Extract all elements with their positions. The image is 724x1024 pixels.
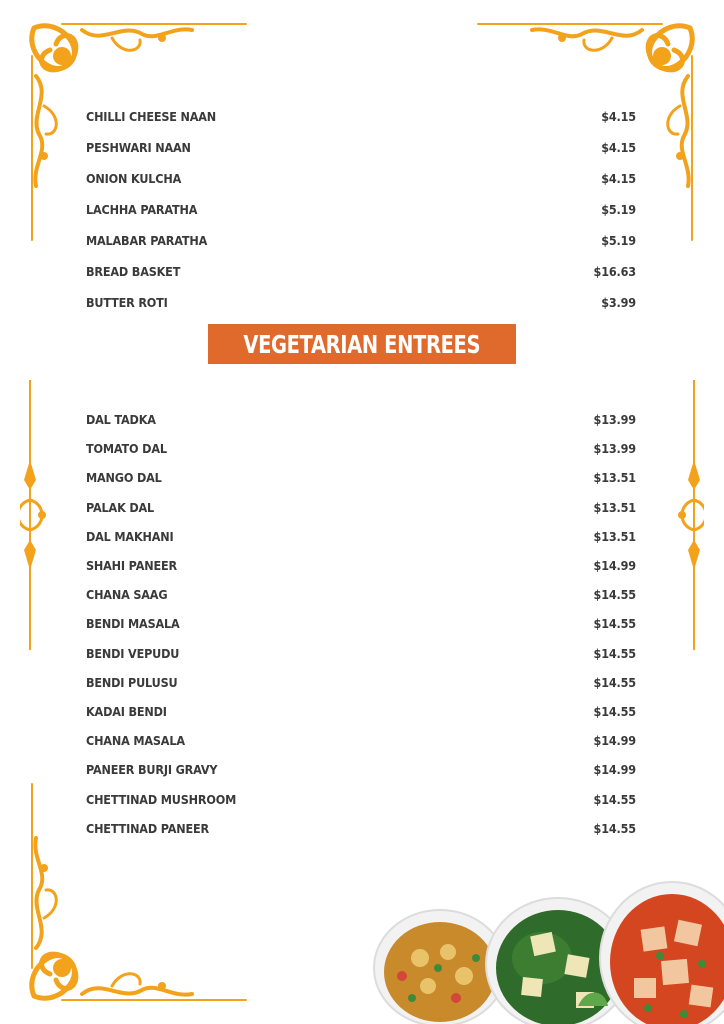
- bowl-right: [600, 882, 724, 1024]
- item-price: $16.63: [593, 264, 636, 279]
- menu-item: [86, 287, 636, 318]
- menu-item: [86, 755, 636, 784]
- item-price: $3.99: [601, 295, 636, 310]
- item-price: $13.99: [593, 441, 636, 457]
- menu-item: [86, 163, 636, 194]
- menu-item: [86, 493, 636, 522]
- menu-item: [86, 132, 636, 163]
- menu-item: [86, 194, 636, 225]
- item-name: CHETTINAD PANEER: [86, 820, 210, 836]
- section-title-banner: [208, 324, 516, 364]
- menu-item: [86, 580, 636, 609]
- item-price: $5.19: [601, 233, 636, 248]
- vegetarian-menu-list: [86, 405, 638, 843]
- item-name: CHANA SAAG: [86, 587, 168, 603]
- item-price: $14.99: [593, 762, 636, 778]
- item-name: TOMATO DAL: [86, 441, 167, 457]
- menu-item: [86, 697, 636, 726]
- menu-item: [86, 814, 636, 843]
- item-price: $13.99: [593, 412, 636, 428]
- food-bowls-image: [372, 868, 724, 1024]
- item-price: $13.51: [593, 528, 636, 544]
- menu-item: [86, 639, 636, 668]
- item-name: CHETTINAD MUSHROOM: [86, 791, 237, 807]
- item-name: SHAHI PANEER: [86, 558, 177, 574]
- item-name: BENDI VEPUDU: [86, 645, 180, 661]
- item-name: LACHHA PARATHA: [86, 202, 198, 217]
- menu-item: [86, 668, 636, 697]
- menu-item: [86, 405, 636, 434]
- item-name: PANEER BURJI GRAVY: [86, 762, 218, 778]
- item-name: CHANA MASALA: [86, 733, 185, 749]
- item-name: MANGO DAL: [86, 470, 162, 486]
- menu-item: [86, 784, 636, 813]
- menu-item: [86, 434, 636, 463]
- item-price: $14.55: [593, 703, 636, 719]
- menu-item: [86, 101, 636, 132]
- breads-menu-list: [86, 101, 638, 318]
- item-name: CHILLI CHEESE NAAN: [86, 109, 217, 124]
- item-price: $5.19: [601, 202, 636, 217]
- item-name: DAL TADKA: [86, 412, 156, 428]
- side-ornament-right: [670, 380, 704, 650]
- item-price: $14.55: [593, 616, 636, 632]
- menu-item: [86, 726, 636, 755]
- menu-item: [86, 225, 636, 256]
- menu-item: [86, 609, 636, 638]
- item-price: $14.55: [593, 674, 636, 690]
- item-name: PALAK DAL: [86, 499, 155, 515]
- item-price: $4.15: [601, 109, 636, 124]
- item-price: $13.51: [593, 470, 636, 486]
- item-price: $14.99: [593, 558, 636, 574]
- item-name: BENDI MASALA: [86, 616, 180, 632]
- item-name: BREAD BASKET: [86, 264, 181, 279]
- item-name: BUTTER ROTI: [86, 295, 168, 310]
- menu-item: [86, 522, 636, 551]
- menu-item: [86, 463, 636, 492]
- item-price: $4.15: [601, 171, 636, 186]
- item-price: $14.55: [593, 645, 636, 661]
- item-price: $14.55: [593, 587, 636, 603]
- item-price: $14.55: [593, 791, 636, 807]
- item-price: $13.51: [593, 499, 636, 515]
- item-name: DAL MAKHANI: [86, 528, 174, 544]
- item-price: $4.15: [601, 140, 636, 155]
- item-price: $14.99: [593, 733, 636, 749]
- side-ornament-left: [20, 380, 54, 650]
- menu-item: [86, 551, 636, 580]
- item-name: BENDI PULUSU: [86, 674, 178, 690]
- item-name: PESHWARI NAAN: [86, 140, 191, 155]
- section-title: VEGETARIAN ENTREES: [243, 329, 481, 359]
- item-name: ONION KULCHA: [86, 171, 182, 186]
- item-name: KADAI BENDI: [86, 703, 167, 719]
- menu-item: [86, 256, 636, 287]
- item-name: MALABAR PARATHA: [86, 233, 208, 248]
- item-price: $14.55: [593, 820, 636, 836]
